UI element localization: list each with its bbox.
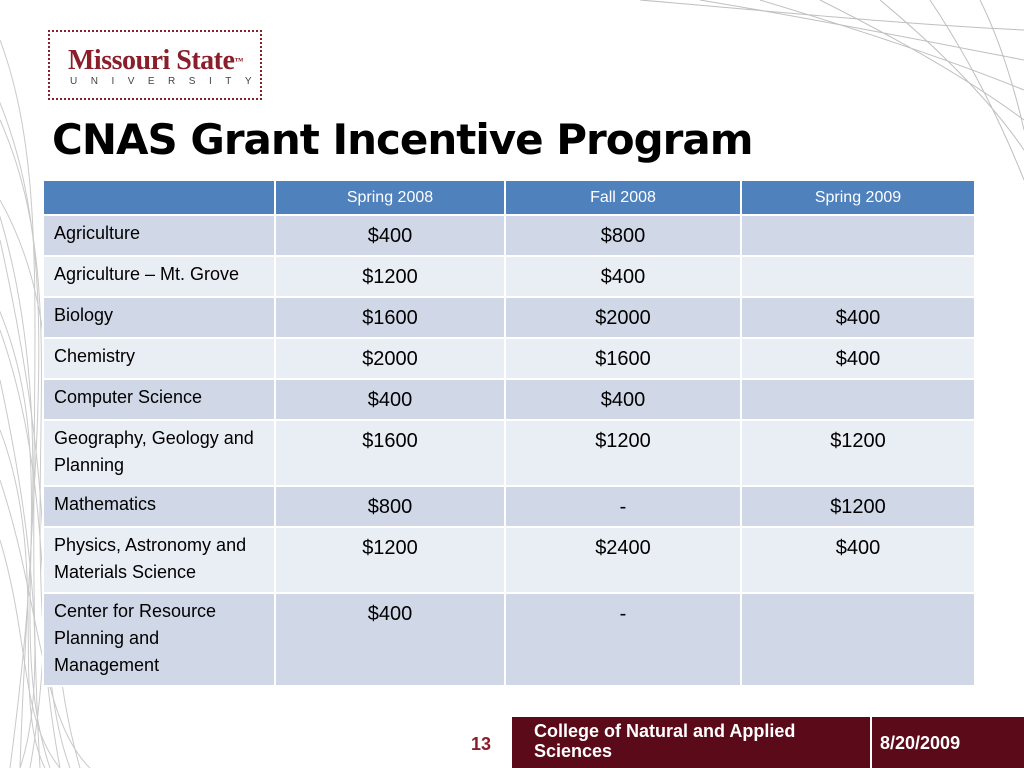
amount-cell <box>741 215 975 256</box>
table-row <box>43 379 975 420</box>
department-cell: Chemistry <box>43 338 275 379</box>
amount-cell: $400 <box>275 379 505 420</box>
logo-wordmark <box>68 46 243 76</box>
footer-date: 8/20/2009 <box>880 733 961 753</box>
footer-college-name: College of Natural and Applied Sciences <box>534 721 796 761</box>
amount-cell: $1200 <box>505 420 741 486</box>
amount-cell: $1600 <box>275 297 505 338</box>
amount-cell <box>741 256 975 297</box>
table-row <box>43 256 975 297</box>
table-row <box>43 215 975 256</box>
table-row <box>43 297 975 338</box>
amount-cell: $1200 <box>275 527 505 593</box>
department-cell: Center for Resource Planning and Management <box>43 593 275 686</box>
amount-cell: $2000 <box>275 338 505 379</box>
table-row <box>43 338 975 379</box>
amount-cell: $1600 <box>505 338 741 379</box>
amount-cell: $400 <box>505 379 741 420</box>
header-cell-spring-2008: Spring 2008 <box>275 180 505 215</box>
logo-subtitle: UNIVERSITY <box>70 76 266 87</box>
department-cell: Geography, Geology and Planning <box>43 420 275 486</box>
amount-cell: $1600 <box>275 420 505 486</box>
footer-bar <box>512 717 1024 768</box>
department-cell: Agriculture <box>43 215 275 256</box>
amount-cell: $400 <box>275 215 505 256</box>
amount-cell: $1200 <box>741 486 975 527</box>
department-cell: Physics, Astronomy and Materials Science <box>43 527 275 593</box>
amount-cell: - <box>505 593 741 686</box>
amount-cell: $800 <box>505 215 741 256</box>
amount-cell: $400 <box>505 256 741 297</box>
table-row <box>43 486 975 527</box>
table-row <box>43 420 975 486</box>
department-cell: Biology <box>43 297 275 338</box>
amount-cell <box>741 379 975 420</box>
grant-table <box>42 179 976 687</box>
amount-cell: $400 <box>741 527 975 593</box>
amount-cell: $400 <box>741 338 975 379</box>
logo-name-text: Missouri State <box>68 45 235 76</box>
amount-cell: $2400 <box>505 527 741 593</box>
amount-cell: - <box>505 486 741 527</box>
university-logo <box>48 30 266 100</box>
logo-trademark: ™ <box>234 56 243 66</box>
table-row <box>43 527 975 593</box>
amount-cell: $400 <box>741 297 975 338</box>
department-cell: Computer Science <box>43 379 275 420</box>
department-cell: Agriculture – Mt. Grove <box>43 256 275 297</box>
header-cell-department <box>43 180 275 215</box>
slide-title: CNAS Grant Incentive Program <box>52 115 753 164</box>
header-cell-spring-2009: Spring 2009 <box>741 180 975 215</box>
amount-cell: $800 <box>275 486 505 527</box>
amount-cell <box>741 593 975 686</box>
amount-cell: $2000 <box>505 297 741 338</box>
footer-divider <box>870 717 872 768</box>
page-number: 13 <box>470 734 492 754</box>
department-cell: Mathematics <box>43 486 275 527</box>
header-cell-fall-2008: Fall 2008 <box>505 180 741 215</box>
table-row <box>43 593 975 686</box>
amount-cell: $1200 <box>741 420 975 486</box>
table-header-row <box>43 180 975 215</box>
amount-cell: $400 <box>275 593 505 686</box>
amount-cell: $1200 <box>275 256 505 297</box>
